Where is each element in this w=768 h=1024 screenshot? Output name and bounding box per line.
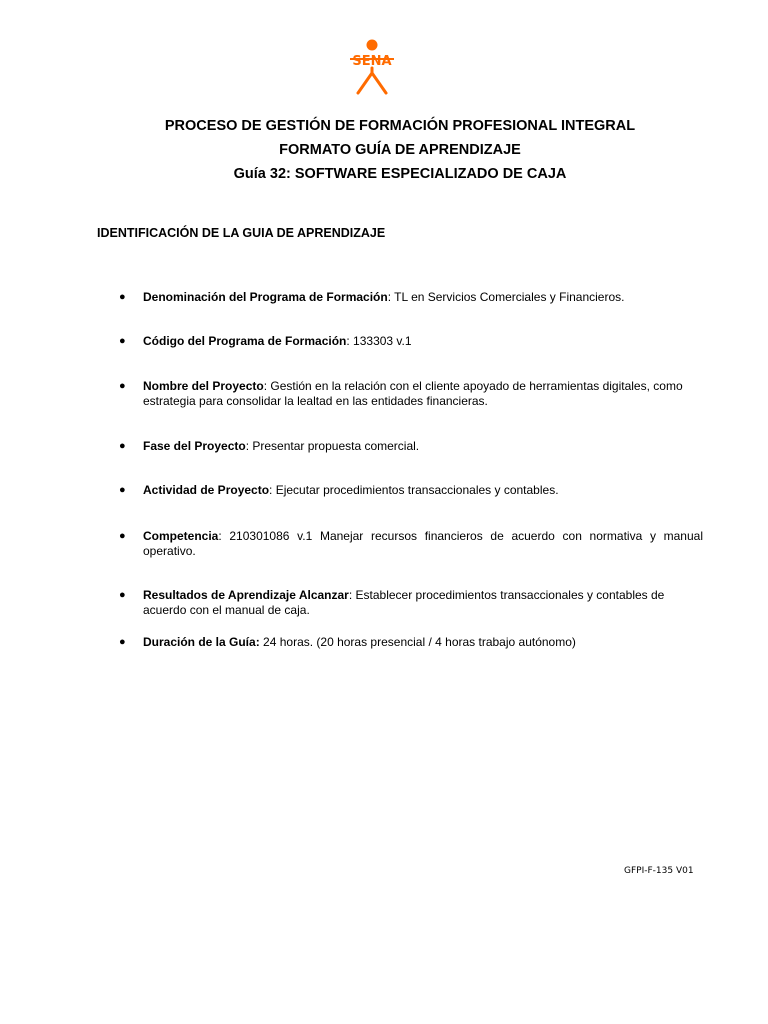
item-value: : Ejecutar procedimientos transaccionales y contables. xyxy=(269,483,559,497)
bullet-icon: ● xyxy=(119,440,126,452)
format-title: FORMATO GUÍA DE APRENDIZAJE xyxy=(279,142,521,158)
item-value: : Presentar propuesta comercial. xyxy=(245,439,420,453)
item-label: Duración de la Guía: xyxy=(143,635,260,649)
bullet-icon: ● xyxy=(119,530,126,542)
list-item xyxy=(119,529,703,559)
list-item xyxy=(119,483,703,498)
item-label: Resultados de Aprendizaje Alcanzar xyxy=(143,588,349,602)
item-label: Actividad de Proyecto xyxy=(143,483,270,497)
item-label: Código del Programa de Formación xyxy=(143,334,347,348)
item-label: Competencia xyxy=(143,529,219,543)
item-value: : 210301086 v.1 Manejar recursos financieros de acuerdo con normativa y manual operativo. xyxy=(143,529,703,558)
section-heading: IDENTIFICACIÓN DE LA GUIA DE APRENDIZAJE xyxy=(97,226,386,240)
list-item xyxy=(119,334,703,349)
list-item xyxy=(119,588,703,618)
item-label: Denominación del Programa de Formación xyxy=(143,290,388,304)
form-code: GFPI-F-135 V01 xyxy=(624,866,694,876)
item-value: : Establecer procedimientos transaccionales y contables de acuerdo con el manual de caja. xyxy=(143,588,665,617)
bullet-icon: ● xyxy=(119,484,126,496)
item-label: Nombre del Proyecto xyxy=(143,379,264,393)
item-value: : 133303 v.1 xyxy=(346,334,412,348)
bullet-icon: ● xyxy=(119,589,126,601)
document-title-block xyxy=(0,114,768,186)
list-item xyxy=(119,439,703,454)
bullet-icon: ● xyxy=(119,291,126,303)
bullet-icon: ● xyxy=(119,636,126,648)
sena-logo xyxy=(343,38,401,96)
list-item xyxy=(119,379,703,409)
item-value: : TL en Servicios Comerciales y Financieros. xyxy=(387,290,625,304)
list-item xyxy=(119,635,703,650)
guide-title: Guía 32: SOFTWARE ESPECIALIZADO DE CAJA xyxy=(233,166,567,182)
process-title: PROCESO DE GESTIÓN DE FORMACIÓN PROFESIONAL INTEGRAL xyxy=(164,118,636,134)
list-item xyxy=(119,290,703,305)
bullet-icon: ● xyxy=(119,380,126,392)
item-value: : Gestión en la relación con el cliente apoyado de herramientas digitales, como estrategia para consolidar la lealtad en las entidades financieras. xyxy=(143,379,683,408)
item-value: 24 horas. (20 horas presencial / 4 horas trabajo autónomo) xyxy=(259,635,576,649)
logo-wordmark: SENA xyxy=(352,54,392,69)
bullet-icon: ● xyxy=(119,335,126,347)
item-label: Fase del Proyecto xyxy=(143,439,246,453)
